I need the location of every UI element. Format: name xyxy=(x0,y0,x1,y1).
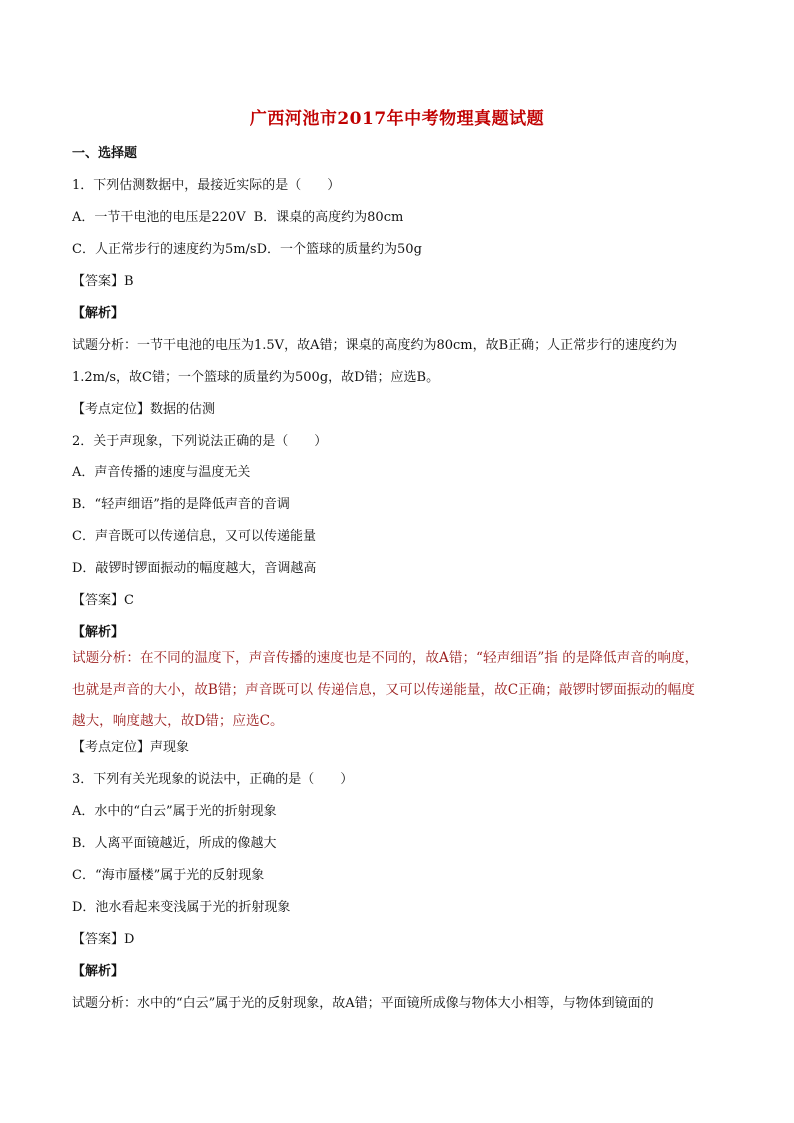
q1-options-ab xyxy=(72,208,732,228)
q3-option-d: D．池水看起来变浅属于光的折射现象 xyxy=(72,900,291,915)
q2-option-a: A．声音传播的速度与温度无关 xyxy=(72,465,251,480)
q2-option-c: C．声音既可以传递信息，又可以传递能量 xyxy=(72,529,316,544)
q3-analysis-line-1: 试题分析：水中的“白云”属于光的反射现象，故A错；平面镜所成像与物体大小相等，与物体到镜面的 xyxy=(72,996,654,1011)
q1-option-c: C．人正常步行的速度约为5m/s xyxy=(72,242,257,257)
q2-analysis-label: 【解析】 xyxy=(72,625,125,640)
q1-analysis-line-2: 1.2m/s，故C错；一个篮球的质量约为500g，故D错；应选B。 xyxy=(72,370,440,385)
q2-analysis-line-1: 试题分析：在不同的温度下，声音传播的速度也是不同的，故A错；“轻声细语”指 的是降低声音的响度， xyxy=(72,650,699,666)
q3-analysis-label: 【解析】 xyxy=(72,964,125,979)
q1-option-a: A．一节干电池的电压是220V xyxy=(72,210,246,225)
q1-analysis-line-1: 试题分析：一节干电池的电压为1.5V，故A错；课桌的高度约为80cm，故B正确；人正常步行的速度约为 xyxy=(72,338,678,353)
q1-knowledge-point: 【考点定位】数据的估测 xyxy=(72,402,216,417)
q1-stem: 1．下列估测数据中，最接近实际的是（ ） xyxy=(72,178,341,193)
q1-options-cd xyxy=(72,240,732,260)
q2-option-b: B．“轻声细语”指的是降低声音的音调 xyxy=(72,497,290,512)
q3-option-b: B．人离平面镜越近，所成的像越大 xyxy=(72,836,277,851)
q1-option-d: D．一个篮球的质量约为50g xyxy=(256,242,422,257)
q1-answer: 【答案】B xyxy=(72,274,134,289)
page-title: 广西河池市2017年中考物理真题试题 xyxy=(249,109,545,129)
q2-knowledge-point: 【考点定位】声现象 xyxy=(72,740,190,755)
q2-option-d: D．敲锣时锣面振动的幅度越大，音调越高 xyxy=(72,561,317,576)
q1-analysis-label: 【解析】 xyxy=(72,306,125,321)
q2-analysis-line-3: 越大，响度越大，故D错；应选C。 xyxy=(72,713,284,729)
q3-option-c: C．“海市蜃楼”属于光的反射现象 xyxy=(72,868,265,883)
q2-answer: 【答案】C xyxy=(72,593,134,608)
q1-option-b: B．课桌的高度约为80cm xyxy=(253,210,404,225)
q2-stem: 2．关于声现象，下列说法正确的是（ ） xyxy=(72,434,328,449)
q3-answer: 【答案】D xyxy=(72,932,135,947)
section-heading: 一、选择题 xyxy=(72,146,138,161)
q3-option-a: A．水中的“白云”属于光的折射现象 xyxy=(72,804,277,819)
q2-analysis-line-2: 也就是声音的大小，故B错；声音既可以 传递信息，又可以传递能量，故C正确；敲锣时锣面振动的幅度 xyxy=(72,682,695,698)
q3-stem: 3．下列有关光现象的说法中，正确的是（ ） xyxy=(72,772,354,787)
